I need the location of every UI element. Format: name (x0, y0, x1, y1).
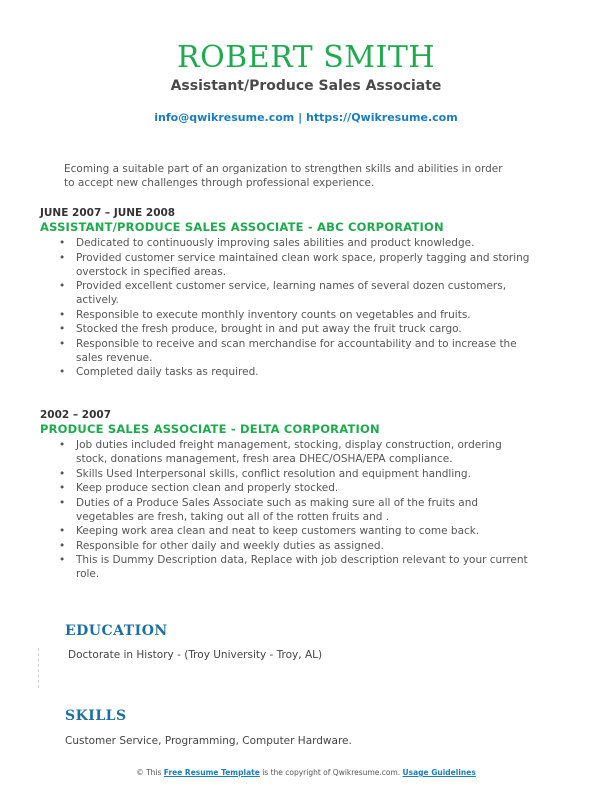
footer-middle: is the copyright of Qwikresume.com. (262, 768, 401, 777)
contact-separator: | (298, 111, 303, 124)
list-item: • Provided excellent customer service, learning names of several dozen customers, actively. (76, 279, 530, 307)
job-title: PRODUCE SALES ASSOCIATE - DELTA CORPORATION (40, 422, 380, 436)
job-duties-list (40, 236, 530, 379)
section-divider (38, 648, 39, 688)
job-duties-list (40, 438, 530, 581)
list-item: • Keeping work area clean and neat to keep customers wanting to come back. (76, 524, 530, 538)
skills-text: Customer Service, Programming, Computer Hardware. (65, 735, 352, 747)
template-link[interactable]: Free Resume Template (163, 768, 260, 777)
list-item: • Job duties included freight management, stocking, display construction, ordering stock, donations management, fresh area DHEC/OSHA/EPA compliance. (76, 438, 530, 466)
list-item: • Dedicated to continuously improving sales abilities and product knowledge. (76, 236, 530, 250)
education-entry: Doctorate in History - (Troy University - Troy, AL) (68, 649, 323, 661)
contact-line (0, 111, 612, 125)
email-link[interactable]: info@qwikresume.com (154, 111, 295, 124)
list-item: • Responsible for other daily and weekly duties as assigned. (76, 539, 530, 553)
experience-entry (40, 409, 530, 582)
usage-guidelines-link[interactable]: Usage Guidelines (402, 768, 476, 777)
list-item: • This is Dummy Description data, Replace with job description relevant to your current role. (76, 553, 530, 581)
list-item: • Responsible to execute monthly inventory counts on vegetables and fruits. (76, 308, 530, 322)
footer (0, 768, 612, 778)
list-item: • Skills Used Interpersonal skills, conflict resolution and equipment handling. (76, 467, 530, 481)
education-heading: EDUCATION (65, 623, 168, 639)
job-dates: 2002 – 2007 (40, 409, 112, 421)
list-item: • Provided customer service maintained clean work space, properly tagging and storing overstock in specified areas. (76, 251, 530, 279)
list-item: • Completed daily tasks as required. (76, 365, 530, 379)
experience-entry (40, 207, 530, 380)
summary-text: Ecoming a suitable part of an organization to strengthen skills and abilities in order to accept new challenges through professional experience. (64, 163, 503, 189)
candidate-title: Assistant/Produce Sales Associate (170, 78, 442, 94)
candidate-name: ROBERT SMITH (176, 40, 436, 75)
job-dates: JUNE 2007 – JUNE 2008 (40, 207, 176, 219)
list-item: • Stocked the fresh produce, brought in and put away the fruit truck cargo. (76, 322, 530, 336)
list-item: • Responsible to receive and scan merchandise for accountability and to increase the sales revenue. (76, 337, 530, 365)
footer-prefix: © This (136, 768, 162, 777)
website-link[interactable]: https://Qwikresume.com (305, 111, 458, 124)
list-item: • Keep produce section clean and properly stocked. (76, 481, 530, 495)
job-title: ASSISTANT/PRODUCE SALES ASSOCIATE - ABC CORPORATION (40, 220, 444, 234)
skills-heading: SKILLS (65, 708, 127, 724)
list-item: • Duties of a Produce Sales Associate such as making sure all of the fruits and vegetables are fresh, taking out all of the rotten fruits and . (76, 496, 530, 524)
